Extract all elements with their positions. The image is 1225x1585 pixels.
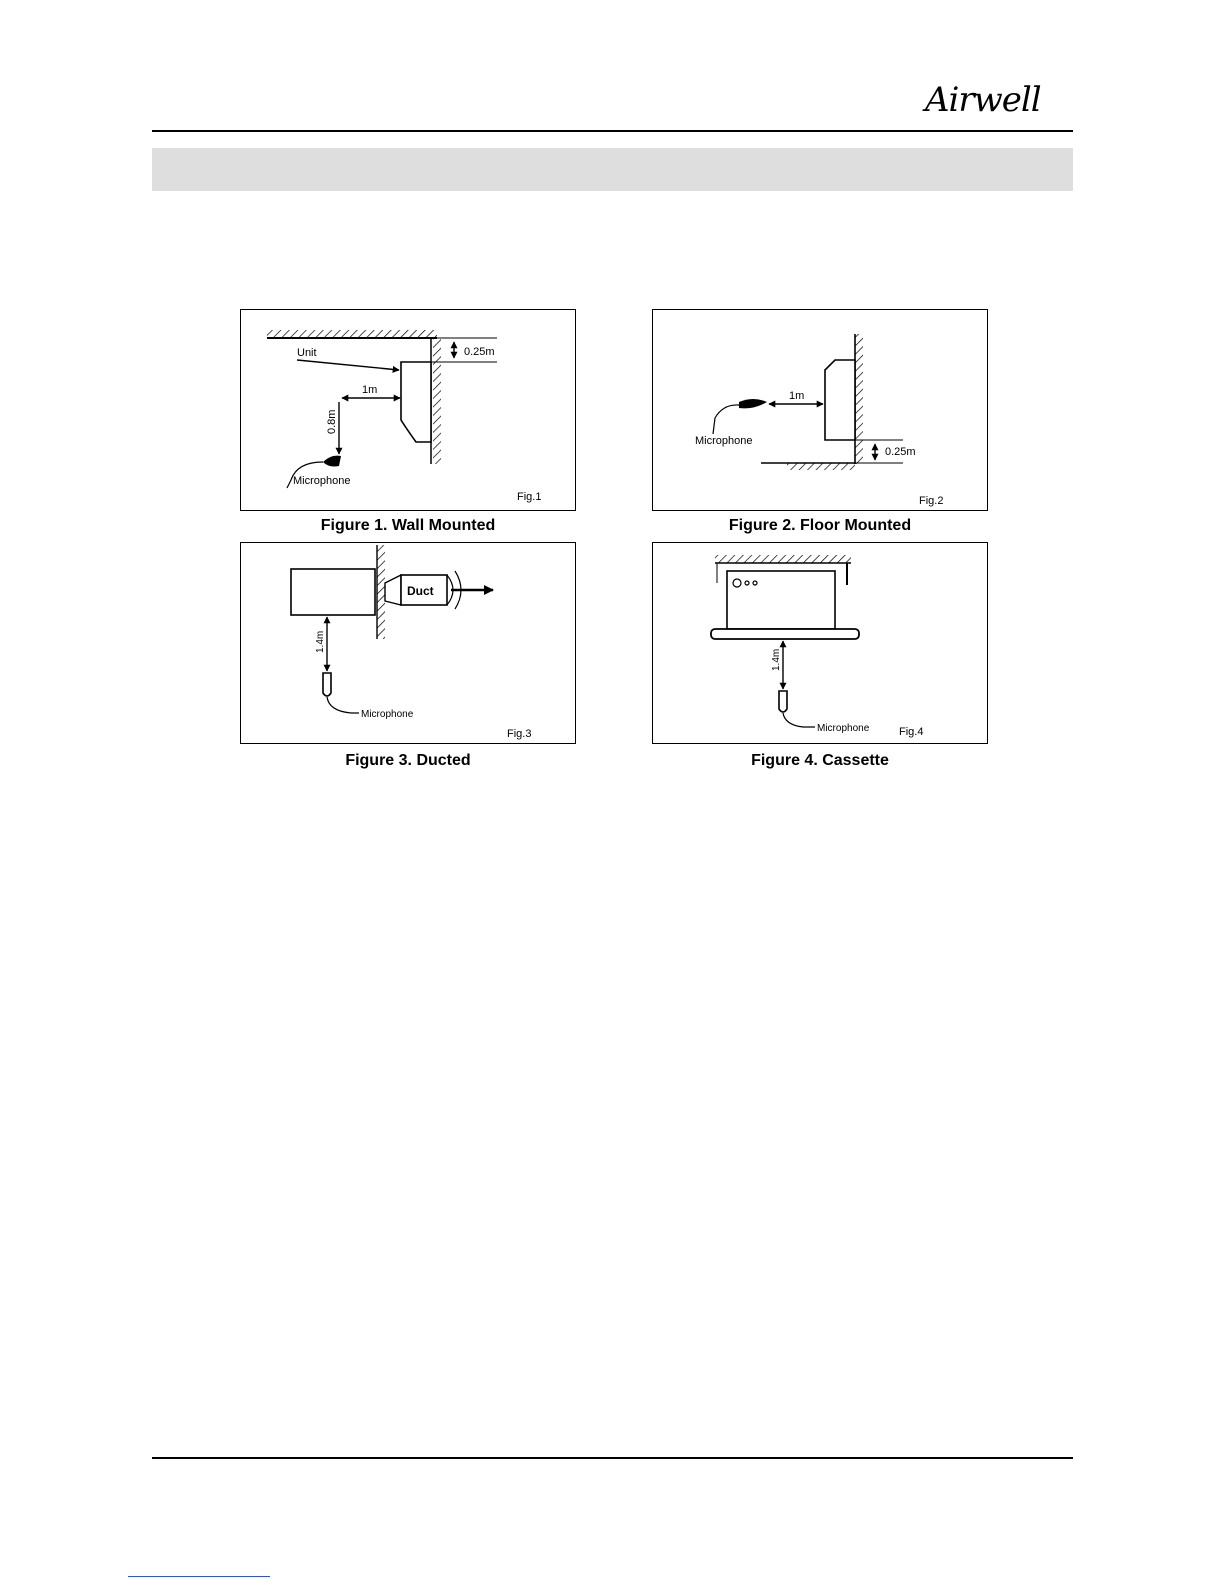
fig1-tag: Fig.1 bbox=[517, 491, 542, 503]
footer-rule bbox=[152, 1457, 1073, 1459]
fig2-bottom-gap-label: 0.25m bbox=[885, 446, 916, 458]
fig1-mic-label: Microphone bbox=[293, 475, 351, 487]
fig1-top-gap-label: 0.25m bbox=[464, 346, 495, 358]
airwell-logo: Airwell bbox=[925, 80, 1041, 120]
fig4-mic-label: Microphone bbox=[817, 723, 870, 734]
cassette-diagram bbox=[653, 543, 986, 742]
fig3-duct-label: Duct bbox=[407, 584, 434, 598]
section-title-band bbox=[152, 148, 1073, 191]
fig2-tag: Fig.2 bbox=[919, 495, 944, 507]
footer-link-underline bbox=[128, 1576, 270, 1577]
figure-3-ducted bbox=[240, 542, 576, 744]
fig1-horizontal-label: 1m bbox=[362, 384, 378, 396]
fig4-tag: Fig.4 bbox=[899, 726, 924, 738]
fig3-mic-label: Microphone bbox=[361, 709, 414, 720]
figure-1-caption: Figure 1. Wall Mounted bbox=[320, 517, 496, 534]
wall-mounted-diagram bbox=[241, 310, 574, 509]
figure-2-caption: Figure 2. Floor Mounted bbox=[728, 517, 912, 534]
figure-2-floor-mounted bbox=[652, 309, 988, 511]
figure-3-caption: Figure 3. Ducted bbox=[345, 752, 471, 769]
fig1-vertical-label: 0.8m bbox=[326, 409, 338, 434]
fig2-mic-label: Microphone bbox=[695, 435, 753, 447]
figure-1-wall-mounted bbox=[240, 309, 576, 511]
fig3-vertical-label: 1.4m bbox=[315, 630, 326, 653]
fig4-vertical-label: 1.4m bbox=[771, 648, 782, 671]
fig3-tag: Fig.3 bbox=[507, 728, 532, 740]
figure-4-cassette bbox=[652, 542, 988, 744]
fig1-unit-label: Unit bbox=[297, 347, 317, 359]
ducted-diagram bbox=[241, 543, 574, 742]
figure-4-caption: Figure 4. Cassette bbox=[751, 752, 889, 769]
header-rule bbox=[152, 130, 1073, 132]
floor-mounted-diagram bbox=[653, 310, 986, 509]
fig2-horizontal-label: 1m bbox=[789, 390, 805, 402]
